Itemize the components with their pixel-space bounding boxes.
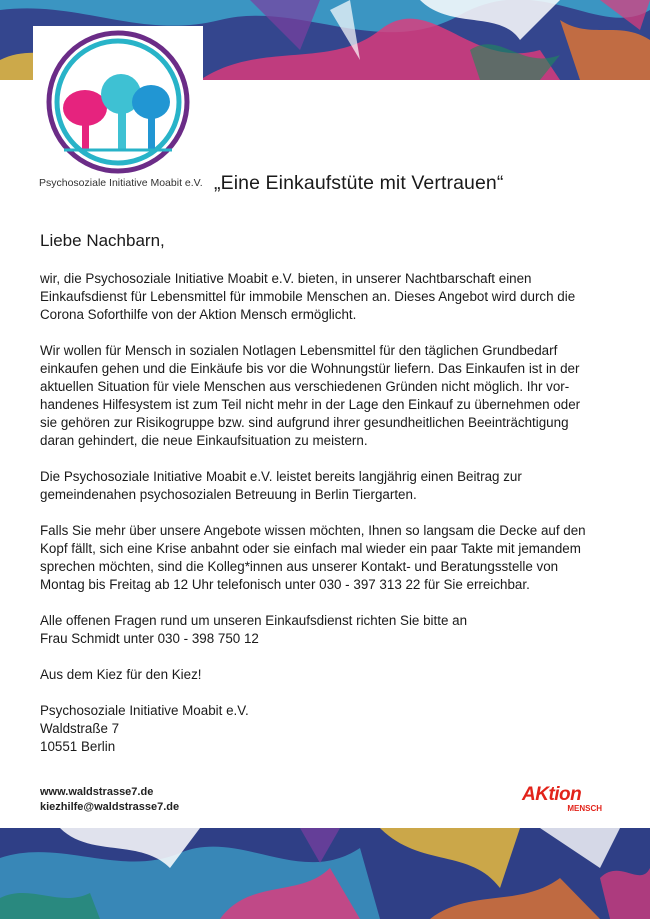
- address-block: Psychosoziale Initiative Moabit e.V. Waldstraße 7 10551 Berlin: [40, 703, 249, 754]
- painting-strokes-bottom: [0, 828, 650, 919]
- paragraph-goal: Wir wollen für Mensch in sozialen Notlagen Lebensmittel für den täglichen Grundbedarf einkaufen gehen und die Einkäufe bis vor die Wohnungstür liefern. Das Einkaufen ist in der aktuellen Situation für viele Menschen aus verschiedenen Gründen nicht möglich. Ihr vor- handenes Hilfesystem ist zum Teil nicht mehr in der Lage den Einkauf zu übernehmen oder sie gehören zur Risikogruppe bzw. sind aufgrund ihrer gesundheitlichen Beeinträchtigung daran gehindert, die neue Einkaufsituation zu meistern.: [40, 343, 581, 448]
- salutation: Liebe Nachbarn,: [40, 231, 165, 250]
- paragraph-contact-person: Alle offenen Fragen rund um unseren Einkaufsdienst richten Sie bitte an Frau Schmidt unter 030 - 398 750 12: [40, 613, 468, 646]
- paragraph-intro: wir, die Psychosoziale Initiative Moabit e.V. bieten, in unserer Nachtbarschaft einen Einkaufsdienst für Lebensmittel für immobile Menschen an. Dieses Angebot wird durch die Corona Soforthilfe von der Aktion Mensch ermöglicht.: [40, 271, 576, 322]
- website-link[interactable]: www.waldstrasse7.de: [40, 786, 154, 798]
- email-link[interactable]: kiezhilfe@waldstrasse7.de: [40, 801, 180, 813]
- paragraph-counseling: Falls Sie mehr über unsere Angebote wissen möchten, Ihnen so langsam die Decke auf den Kopf fällt, sich eine Krise anbahnt oder sie einfach mal wieder ein paar Takte mit jemandem sprechen möchten, sind die Kolleg*innen aus unserer Kontakt- und Beratungsstelle von Montag bis Freitag ab 12 Uhr telefonisch unter 030 - 397 313 22 für Sie erreichbar.: [40, 523, 586, 592]
- aktion-logo-word: AKtion: [522, 784, 582, 805]
- aktion-logo-sub: MENSCH: [567, 804, 602, 813]
- logo-caption: Psychosoziale Initiative Moabit e.V.: [39, 177, 203, 189]
- letter-body: [40, 270, 625, 774]
- decorative-painting-bottom: [0, 828, 650, 919]
- page-title: „Eine Einkaufstüte mit Vertrauen“: [214, 172, 504, 194]
- tree-circle-logo-icon: [39, 30, 197, 174]
- organization-logo: [33, 26, 203, 196]
- paragraph-about: Die Psychosoziale Initiative Moabit e.V. leistet bereits langjährig einen Beitrag zur gemeindenahen psychosozialen Betreuung in Berlin Tiergarten.: [40, 469, 522, 502]
- aktion-mensch-logo: [522, 785, 606, 815]
- paragraph-slogan: Aus dem Kiez für den Kiez!: [40, 667, 202, 682]
- contact-info: [40, 785, 179, 815]
